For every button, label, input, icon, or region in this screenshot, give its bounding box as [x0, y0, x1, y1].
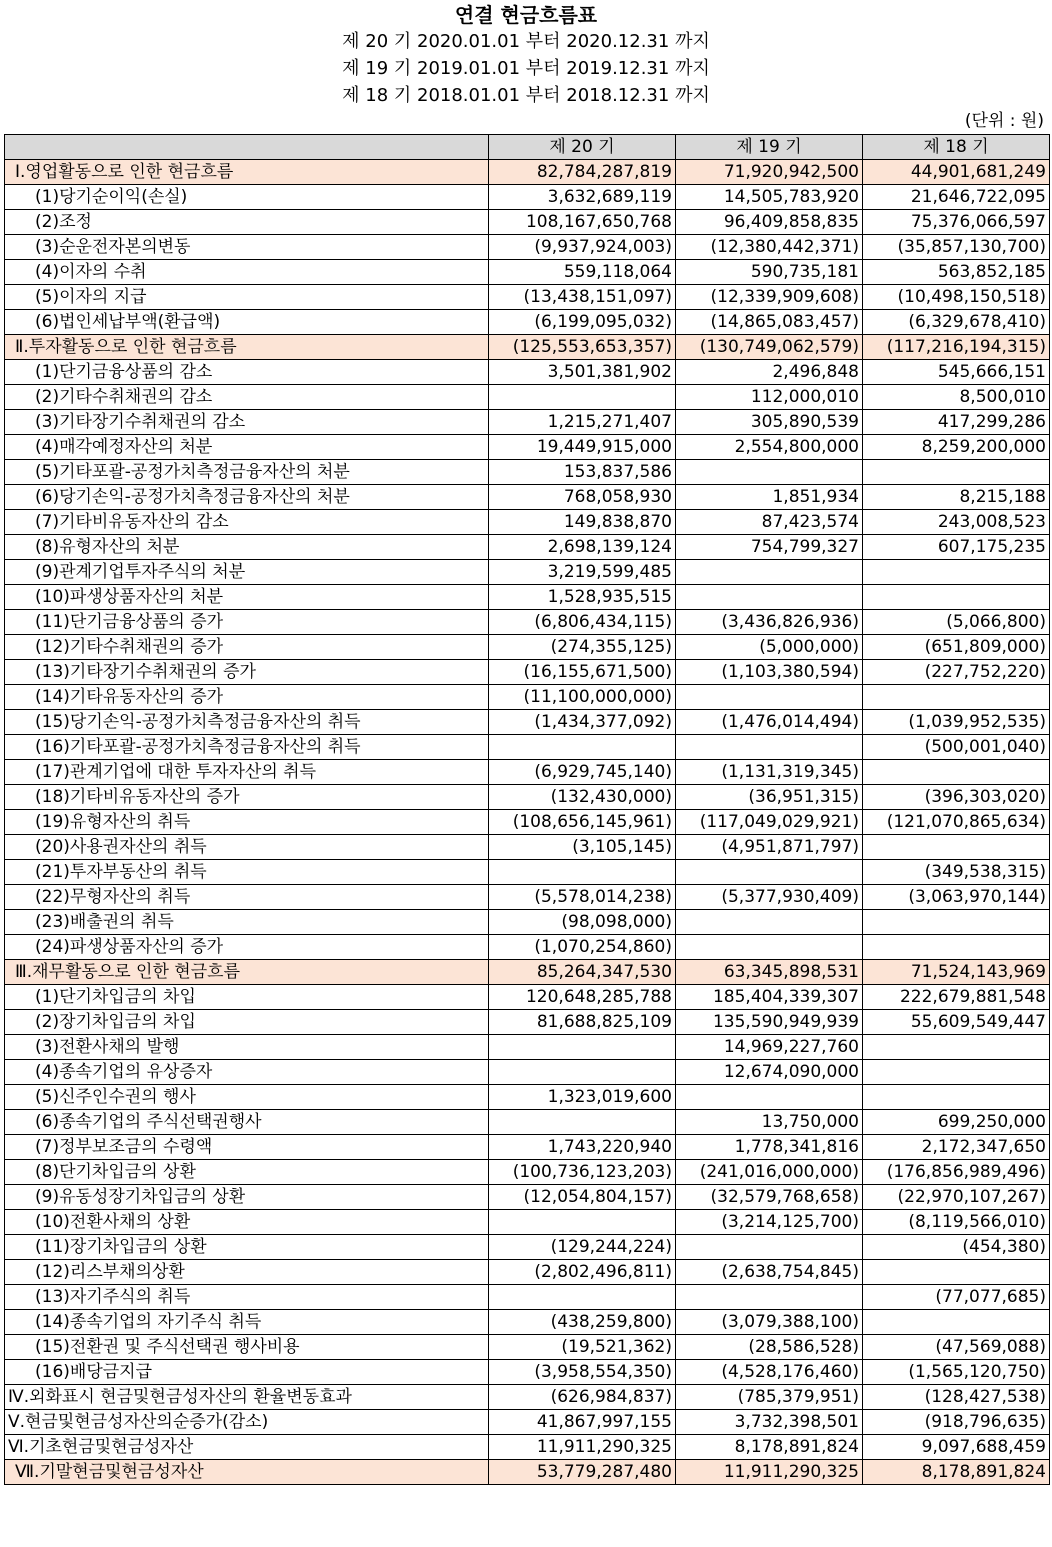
value-period-19 — [676, 860, 863, 885]
table-row — [5, 1385, 1050, 1410]
value-period-19: 112,000,010 — [676, 385, 863, 410]
value-period-18: 8,500,010 — [863, 385, 1050, 410]
row-label: (4)매각예정자산의 처분 — [5, 435, 489, 460]
value-period-20: (9,937,924,003) — [489, 235, 676, 260]
value-period-20: (6,806,434,115) — [489, 610, 676, 635]
value-period-20: (626,984,837) — [489, 1385, 676, 1410]
period-19: 제 19 기 2019.01.01 부터 2019.12.31 까지 — [342, 58, 710, 79]
value-period-18: (3,063,970,144) — [863, 885, 1050, 910]
value-period-20: (6,199,095,032) — [489, 310, 676, 335]
value-period-20 — [489, 735, 676, 760]
table-row — [5, 585, 1050, 610]
table-row — [5, 235, 1050, 260]
value-period-19: 63,345,898,531 — [676, 960, 863, 985]
table-row — [5, 1310, 1050, 1335]
value-period-20: (108,656,145,961) — [489, 810, 676, 835]
header-label-column — [5, 135, 489, 160]
table-row — [5, 460, 1050, 485]
table-row — [5, 1135, 1050, 1160]
table-row — [5, 1285, 1050, 1310]
value-period-20: 3,219,599,485 — [489, 560, 676, 585]
row-label: (1)단기금융상품의 감소 — [5, 360, 489, 385]
value-period-18: 8,259,200,000 — [863, 435, 1050, 460]
row-label: (14)종속기업의 자기주식 취득 — [5, 1310, 489, 1335]
value-period-19: (2,638,754,845) — [676, 1260, 863, 1285]
value-period-19: (3,079,388,100) — [676, 1310, 863, 1335]
value-period-18: (5,066,800) — [863, 610, 1050, 635]
table-row — [5, 960, 1050, 985]
value-period-20: 2,698,139,124 — [489, 535, 676, 560]
table-body — [5, 160, 1050, 1485]
table-row — [5, 810, 1050, 835]
row-label: (13)자기주식의 취득 — [5, 1285, 489, 1310]
value-period-20: 153,837,586 — [489, 460, 676, 485]
value-period-18 — [863, 460, 1050, 485]
value-period-19: 87,423,574 — [676, 510, 863, 535]
table-row — [5, 1260, 1050, 1285]
report-title: 연결 현금흐름표 — [454, 3, 598, 27]
value-period-19: (1,131,319,345) — [676, 760, 863, 785]
table-row — [5, 1010, 1050, 1035]
row-label: (15)당기손익-공정가치측정금융자산의 취득 — [5, 710, 489, 735]
row-label: (22)무형자산의 취득 — [5, 885, 489, 910]
value-period-19 — [676, 935, 863, 960]
table-row — [5, 1110, 1050, 1135]
value-period-18: (117,216,194,315) — [863, 335, 1050, 360]
row-label: (6)종속기업의 주식선택권행사 — [5, 1110, 489, 1135]
row-label: (7)정부보조금의 수령액 — [5, 1135, 489, 1160]
row-label: (18)기타비유동자산의 증가 — [5, 785, 489, 810]
cash-flow-table — [4, 134, 1050, 1485]
table-row — [5, 785, 1050, 810]
value-period-20: 768,058,930 — [489, 485, 676, 510]
row-label: (4)이자의 수취 — [5, 260, 489, 285]
value-period-19: (3,214,125,700) — [676, 1210, 863, 1235]
table-row — [5, 410, 1050, 435]
value-period-18: (121,070,865,634) — [863, 810, 1050, 835]
table-row — [5, 685, 1050, 710]
table-row — [5, 835, 1050, 860]
row-label: (20)사용권자산의 취득 — [5, 835, 489, 860]
table-row — [5, 1410, 1050, 1435]
value-period-19: 1,778,341,816 — [676, 1135, 863, 1160]
value-period-18 — [863, 1310, 1050, 1335]
row-label: (13)기타장기수취채권의 증가 — [5, 660, 489, 685]
row-label: Ⅴ.현금및현금성자산의순증가(감소) — [5, 1410, 489, 1435]
row-label: (10)파생상품자산의 처분 — [5, 585, 489, 610]
value-period-20: (16,155,671,500) — [489, 660, 676, 685]
row-label: (17)관계기업에 대한 투자자산의 취득 — [5, 760, 489, 785]
row-label: Ⅲ.재무활동으로 인한 현금흐름 — [5, 960, 489, 985]
row-label: (1)단기차입금의 차입 — [5, 985, 489, 1010]
value-period-19: (36,951,315) — [676, 785, 863, 810]
value-period-19: 14,969,227,760 — [676, 1035, 863, 1060]
value-period-19: (785,379,951) — [676, 1385, 863, 1410]
row-label: (12)기타수취채권의 증가 — [5, 635, 489, 660]
value-period-18 — [863, 1060, 1050, 1085]
value-period-18 — [863, 835, 1050, 860]
value-period-20: (6,929,745,140) — [489, 760, 676, 785]
table-row — [5, 760, 1050, 785]
value-period-18 — [863, 760, 1050, 785]
row-label: (3)순운전자본의변동 — [5, 235, 489, 260]
value-period-18: 71,524,143,969 — [863, 960, 1050, 985]
row-label: (8)유형자산의 처분 — [5, 535, 489, 560]
value-period-19: 305,890,539 — [676, 410, 863, 435]
value-period-20: (19,521,362) — [489, 1335, 676, 1360]
table-row — [5, 660, 1050, 685]
table-row — [5, 1435, 1050, 1460]
value-period-18: 75,376,066,597 — [863, 210, 1050, 235]
value-period-20: (274,355,125) — [489, 635, 676, 660]
row-label: (6)당기손익-공정가치측정금융자산의 처분 — [5, 485, 489, 510]
row-label: (16)기타포괄-공정가치측정금융자산의 취득 — [5, 735, 489, 760]
value-period-18: (1,565,120,750) — [863, 1360, 1050, 1385]
value-period-18: (651,809,000) — [863, 635, 1050, 660]
value-period-19: (241,016,000,000) — [676, 1160, 863, 1185]
value-period-19: (14,865,083,457) — [676, 310, 863, 335]
value-period-18: 44,901,681,249 — [863, 160, 1050, 185]
value-period-20: (1,070,254,860) — [489, 935, 676, 960]
value-period-18: 9,097,688,459 — [863, 1435, 1050, 1460]
row-label: (2)기타수취채권의 감소 — [5, 385, 489, 410]
value-period-18: (454,380) — [863, 1235, 1050, 1260]
table-row — [5, 485, 1050, 510]
value-period-18 — [863, 1260, 1050, 1285]
value-period-18: (35,857,130,700) — [863, 235, 1050, 260]
table-row — [5, 735, 1050, 760]
value-period-18: (6,329,678,410) — [863, 310, 1050, 335]
value-period-18: 2,172,347,650 — [863, 1135, 1050, 1160]
row-label: Ⅳ.외화표시 현금및현금성자산의 환율변동효과 — [5, 1385, 489, 1410]
row-label: Ⅶ.기말현금및현금성자산 — [5, 1460, 489, 1485]
row-label: (7)기타비유동자산의 감소 — [5, 510, 489, 535]
row-label: (9)유동성장기차입금의 상환 — [5, 1185, 489, 1210]
row-label: (10)전환사채의 상환 — [5, 1210, 489, 1235]
table-row — [5, 1160, 1050, 1185]
value-period-19 — [676, 910, 863, 935]
row-label: (11)장기차입금의 상환 — [5, 1235, 489, 1260]
value-period-18: (227,752,220) — [863, 660, 1050, 685]
value-period-19: (1,476,014,494) — [676, 710, 863, 735]
value-period-20 — [489, 1110, 676, 1135]
value-period-19: 96,409,858,835 — [676, 210, 863, 235]
value-period-20: 85,264,347,530 — [489, 960, 676, 985]
value-period-19: 14,505,783,920 — [676, 185, 863, 210]
value-period-18: 21,646,722,095 — [863, 185, 1050, 210]
value-period-19: 11,911,290,325 — [676, 1460, 863, 1485]
value-period-19 — [676, 735, 863, 760]
row-label: (2)장기차입금의 차입 — [5, 1010, 489, 1035]
value-period-19 — [676, 1085, 863, 1110]
row-label: Ⅵ.기초현금및현금성자산 — [5, 1435, 489, 1460]
value-period-18: 222,679,881,548 — [863, 985, 1050, 1010]
header-period-20: 제 20 기 — [489, 135, 676, 160]
row-label: (5)신주인수권의 행사 — [5, 1085, 489, 1110]
value-period-20: (1,434,377,092) — [489, 710, 676, 735]
value-period-20 — [489, 1035, 676, 1060]
value-period-18: (1,039,952,535) — [863, 710, 1050, 735]
value-period-19: 13,750,000 — [676, 1110, 863, 1135]
table-row — [5, 885, 1050, 910]
value-period-20: 3,632,689,119 — [489, 185, 676, 210]
value-period-19: (117,049,029,921) — [676, 810, 863, 835]
table-row — [5, 1210, 1050, 1235]
table-row — [5, 285, 1050, 310]
table-row — [5, 185, 1050, 210]
value-period-20 — [489, 385, 676, 410]
table-row — [5, 160, 1050, 185]
value-period-18: (176,856,989,496) — [863, 1160, 1050, 1185]
value-period-20 — [489, 1060, 676, 1085]
value-period-20: 53,779,287,480 — [489, 1460, 676, 1485]
row-label: (24)파생상품자산의 증가 — [5, 935, 489, 960]
value-period-20: 1,743,220,940 — [489, 1135, 676, 1160]
value-period-20: 149,838,870 — [489, 510, 676, 535]
value-period-19: 2,496,848 — [676, 360, 863, 385]
value-period-19: 3,732,398,501 — [676, 1410, 863, 1435]
value-period-18: 55,609,549,447 — [863, 1010, 1050, 1035]
row-label: (23)배출권의 취득 — [5, 910, 489, 935]
value-period-19: 71,920,942,500 — [676, 160, 863, 185]
value-period-18: 607,175,235 — [863, 535, 1050, 560]
row-label: Ⅱ.투자활동으로 인한 현금흐름 — [5, 335, 489, 360]
value-period-20: 19,449,915,000 — [489, 435, 676, 460]
value-period-18: (918,796,635) — [863, 1410, 1050, 1435]
value-period-20: (5,578,014,238) — [489, 885, 676, 910]
value-period-20: (129,244,224) — [489, 1235, 676, 1260]
value-period-19: 2,554,800,000 — [676, 435, 863, 460]
table-row — [5, 510, 1050, 535]
table-row — [5, 1085, 1050, 1110]
row-label: (2)조정 — [5, 210, 489, 235]
value-period-20 — [489, 860, 676, 885]
value-period-19: (5,377,930,409) — [676, 885, 863, 910]
table-row — [5, 310, 1050, 335]
value-period-19: 8,178,891,824 — [676, 1435, 863, 1460]
row-label: (21)투자부동산의 취득 — [5, 860, 489, 885]
row-label: (19)유형자산의 취득 — [5, 810, 489, 835]
table-row — [5, 985, 1050, 1010]
value-period-18: (47,569,088) — [863, 1335, 1050, 1360]
value-period-19: (12,380,442,371) — [676, 235, 863, 260]
value-period-20: (125,553,653,357) — [489, 335, 676, 360]
table-row — [5, 560, 1050, 585]
row-label: (14)기타유동자산의 증가 — [5, 685, 489, 710]
value-period-19: 12,674,090,000 — [676, 1060, 863, 1085]
value-period-18: (8,119,566,010) — [863, 1210, 1050, 1235]
value-period-20 — [489, 1285, 676, 1310]
value-period-20: 81,688,825,109 — [489, 1010, 676, 1035]
table-row — [5, 260, 1050, 285]
value-period-18: (128,427,538) — [863, 1385, 1050, 1410]
row-label: (9)관계기업투자주식의 처분 — [5, 560, 489, 585]
value-period-19: (3,436,826,936) — [676, 610, 863, 635]
value-period-20: (2,802,496,811) — [489, 1260, 676, 1285]
unit-label: (단위 : 원) — [964, 111, 1044, 131]
table-row — [5, 635, 1050, 660]
value-period-18: (77,077,685) — [863, 1285, 1050, 1310]
value-period-19: (1,103,380,594) — [676, 660, 863, 685]
row-label: (5)기타포괄-공정가치측정금융자산의 처분 — [5, 460, 489, 485]
value-period-19: 1,851,934 — [676, 485, 863, 510]
table-row — [5, 435, 1050, 460]
row-label: (3)기타장기수취채권의 감소 — [5, 410, 489, 435]
row-label: (6)법인세납부액(환급액) — [5, 310, 489, 335]
header-period-19: 제 19 기 — [676, 135, 863, 160]
value-period-20: (13,438,151,097) — [489, 285, 676, 310]
period-18: 제 18 기 2018.01.01 부터 2018.12.31 까지 — [342, 85, 710, 106]
row-label: (16)배당금지급 — [5, 1360, 489, 1385]
value-period-20: (3,958,554,350) — [489, 1360, 676, 1385]
value-period-18 — [863, 585, 1050, 610]
row-label: (3)전환사채의 발행 — [5, 1035, 489, 1060]
value-period-19: 135,590,949,939 — [676, 1010, 863, 1035]
value-period-19: (28,586,528) — [676, 1335, 863, 1360]
value-period-18: (396,303,020) — [863, 785, 1050, 810]
value-period-18: (500,001,040) — [863, 735, 1050, 760]
value-period-20: 82,784,287,819 — [489, 160, 676, 185]
table-header-row — [5, 135, 1050, 160]
value-period-19 — [676, 1285, 863, 1310]
value-period-18: 243,008,523 — [863, 510, 1050, 535]
table-row — [5, 610, 1050, 635]
value-period-18 — [863, 560, 1050, 585]
value-period-20: (132,430,000) — [489, 785, 676, 810]
table-row — [5, 1060, 1050, 1085]
value-period-20: 559,118,064 — [489, 260, 676, 285]
value-period-18: 563,852,185 — [863, 260, 1050, 285]
value-period-18 — [863, 910, 1050, 935]
row-label: (15)전환권 및 주식선택권 행사비용 — [5, 1335, 489, 1360]
value-period-18: 8,215,188 — [863, 485, 1050, 510]
table-row — [5, 210, 1050, 235]
value-period-18: (10,498,150,518) — [863, 285, 1050, 310]
row-label: (8)단기차입금의 상환 — [5, 1160, 489, 1185]
table-row — [5, 1360, 1050, 1385]
value-period-19: 590,735,181 — [676, 260, 863, 285]
row-label: (4)종속기업의 유상증자 — [5, 1060, 489, 1085]
value-period-19: 185,404,339,307 — [676, 985, 863, 1010]
value-period-18: 545,666,151 — [863, 360, 1050, 385]
table-row — [5, 385, 1050, 410]
value-period-20: (3,105,145) — [489, 835, 676, 860]
row-label: (12)리스부채의상환 — [5, 1260, 489, 1285]
value-period-18 — [863, 935, 1050, 960]
value-period-20: 41,867,997,155 — [489, 1410, 676, 1435]
value-period-20: 1,215,271,407 — [489, 410, 676, 435]
value-period-20: (98,098,000) — [489, 910, 676, 935]
value-period-19 — [676, 560, 863, 585]
value-period-20: 108,167,650,768 — [489, 210, 676, 235]
value-period-20: (100,736,123,203) — [489, 1160, 676, 1185]
table-row — [5, 910, 1050, 935]
table-row — [5, 1185, 1050, 1210]
value-period-18: (22,970,107,267) — [863, 1185, 1050, 1210]
period-20: 제 20 기 2020.01.01 부터 2020.12.31 까지 — [342, 31, 710, 52]
value-period-19: (32,579,768,658) — [676, 1185, 863, 1210]
table-row — [5, 710, 1050, 735]
table-row — [5, 360, 1050, 385]
value-period-20: 1,323,019,600 — [489, 1085, 676, 1110]
value-period-19: (130,749,062,579) — [676, 335, 863, 360]
table-row — [5, 1035, 1050, 1060]
value-period-20: 120,648,285,788 — [489, 985, 676, 1010]
row-label: Ⅰ.영업활동으로 인한 현금흐름 — [5, 160, 489, 185]
value-period-19 — [676, 685, 863, 710]
value-period-18: (349,538,315) — [863, 860, 1050, 885]
value-period-19 — [676, 460, 863, 485]
value-period-19: (4,528,176,460) — [676, 1360, 863, 1385]
value-period-19: (5,000,000) — [676, 635, 863, 660]
value-period-18: 699,250,000 — [863, 1110, 1050, 1135]
value-period-19 — [676, 585, 863, 610]
value-period-19: 754,799,327 — [676, 535, 863, 560]
value-period-20: (11,100,000,000) — [489, 685, 676, 710]
value-period-20: 3,501,381,902 — [489, 360, 676, 385]
table-row — [5, 1335, 1050, 1360]
value-period-20: 1,528,935,515 — [489, 585, 676, 610]
table-row — [5, 335, 1050, 360]
table-row — [5, 935, 1050, 960]
value-period-18 — [863, 1035, 1050, 1060]
value-period-18: 8,178,891,824 — [863, 1460, 1050, 1485]
value-period-20 — [489, 1210, 676, 1235]
value-period-19: (4,951,871,797) — [676, 835, 863, 860]
report-header — [0, 0, 1052, 109]
value-period-18 — [863, 685, 1050, 710]
value-period-19: (12,339,909,608) — [676, 285, 863, 310]
table-row — [5, 860, 1050, 885]
value-period-20: (12,054,804,157) — [489, 1185, 676, 1210]
table-row — [5, 1235, 1050, 1260]
row-label: (5)이자의 지급 — [5, 285, 489, 310]
table-row — [5, 1460, 1050, 1485]
value-period-18: 417,299,286 — [863, 410, 1050, 435]
value-period-18 — [863, 1085, 1050, 1110]
value-period-20: (438,259,800) — [489, 1310, 676, 1335]
row-label: (1)당기순이익(손실) — [5, 185, 489, 210]
table-row — [5, 535, 1050, 560]
value-period-20: 11,911,290,325 — [489, 1435, 676, 1460]
header-period-18: 제 18 기 — [863, 135, 1050, 160]
row-label: (11)단기금융상품의 증가 — [5, 610, 489, 635]
value-period-19 — [676, 1235, 863, 1260]
